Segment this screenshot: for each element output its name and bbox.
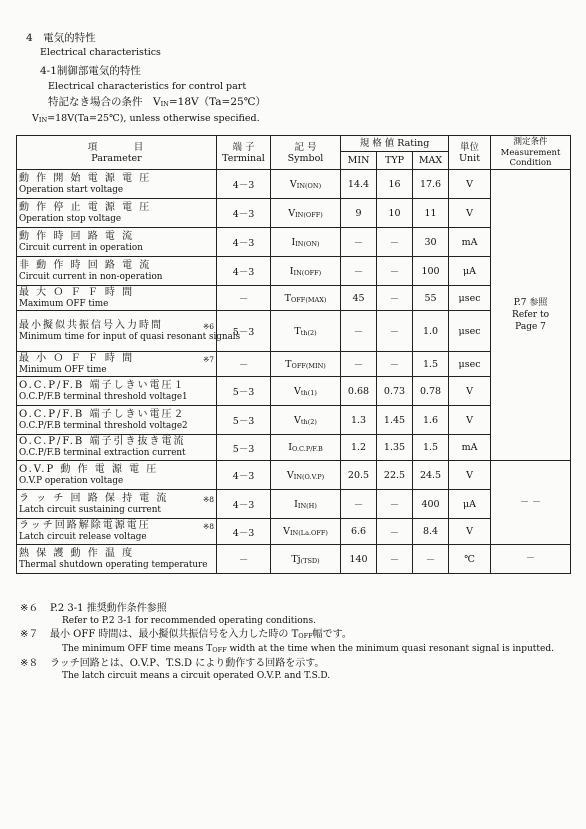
note-ref: ※8 [202, 494, 214, 504]
typ-cell: － [377, 311, 413, 352]
min-cell: － [341, 311, 377, 352]
parameter-jp: 動 作 開 始 電 源 電 圧 [19, 172, 152, 184]
parameter-en: Circuit current in non-operation [19, 271, 163, 282]
table-row [17, 311, 571, 352]
unit-cell: V [449, 461, 491, 490]
table-row [17, 352, 571, 377]
symbol-cell: TOFF(MIN) [271, 352, 341, 377]
parameter-cell [17, 406, 217, 435]
parameter-cell [17, 519, 217, 545]
parameter-jp: O.C.P/F.B 端子しきい電圧２ [19, 408, 186, 420]
typ-cell: － [377, 228, 413, 257]
terminal-cell: 5－3 [217, 311, 271, 352]
measurement-dash-cell: － [491, 545, 571, 574]
typ-cell: － [377, 257, 413, 286]
terminal-cell: 4－3 [217, 170, 271, 199]
min-cell: 20.5 [341, 461, 377, 490]
table-row [17, 490, 571, 519]
section-title-jp: 4 電気的特性 [26, 32, 96, 44]
terminal-cell: 5－3 [217, 406, 271, 435]
unit-cell: μsec [449, 286, 491, 311]
typ-cell: 16 [377, 170, 413, 199]
parameter-jp: O.C.P/F.B 端子しきい電圧１ [19, 379, 186, 391]
terminal-cell: 4－3 [217, 519, 271, 545]
parameter-jp: 最 小 Ｏ Ｆ Ｆ 時 間 ※7 [19, 352, 214, 364]
parameter-en: Operation start voltage [19, 184, 124, 195]
max-cell: － [413, 545, 449, 574]
parameter-jp: ラ ッ チ 回 路 保 持 電 流 ※8 [19, 492, 214, 504]
parameter-en: Maximum OFF time [19, 298, 109, 309]
parameter-en: Latch circuit release voltage [19, 532, 147, 542]
min-cell: 14.4 [341, 170, 377, 199]
table-row [17, 519, 571, 545]
note-8-jp: ※８ ラッチ回路とは、O.V.P、T.S.D により動作する回路を示す。 [20, 658, 325, 669]
typ-cell: 10 [377, 199, 413, 228]
symbol-cell: IIN(H) [271, 490, 341, 519]
header-typ: TYP [377, 152, 413, 170]
parameter-en: Operation stop voltage [19, 213, 122, 224]
typ-cell: 1.35 [377, 435, 413, 461]
symbol-cell: IO.C.P/F.B [271, 435, 341, 461]
subsection-title-jp: 4-1制御部電気的特性 [40, 65, 141, 77]
min-cell: 0.68 [341, 377, 377, 406]
terminal-cell: － [217, 545, 271, 574]
parameter-cell [17, 490, 217, 519]
note-8-en: The latch circuit means a circuit operated O.V.P. and T.S.D. [62, 671, 331, 681]
parameter-en: Minimum time for input of quasi resonant signals [19, 331, 241, 342]
header-measurement: 測定条件 Measurement Condition [491, 136, 571, 170]
terminal-cell: 5－3 [217, 435, 271, 461]
terminal-cell: 4－3 [217, 461, 271, 490]
subsection-title-en: Electrical characteristics for control part [48, 81, 247, 92]
max-cell: 11 [413, 199, 449, 228]
parameter-cell [17, 170, 217, 199]
parameter-cell [17, 286, 217, 311]
note-7-en: The minimum OFF time means TOFF width at the time when the minimum quasi resonant signal is inputted. [62, 644, 554, 654]
max-cell: 1.5 [413, 352, 449, 377]
table-row [17, 461, 571, 490]
electrical-characteristics-table [16, 135, 571, 574]
parameter-en: Latch circuit sustaining current [19, 504, 161, 515]
min-cell: 140 [341, 545, 377, 574]
symbol-cell: Vth(2) [271, 406, 341, 435]
parameter-cell [17, 435, 217, 461]
parameter-jp: 最 大 Ｏ Ｆ Ｆ 時 間 [19, 286, 135, 298]
parameter-en: Thermal shutdown operating temperature [19, 559, 208, 570]
unit-cell: μsec [449, 352, 491, 377]
symbol-cell: IIN(ON) [271, 228, 341, 257]
note-6-en: Refer to P.2 3-1 for recommended operating conditions. [62, 616, 316, 626]
parameter-jp: 動 作 停 止 電 源 電 圧 [19, 201, 152, 213]
terminal-cell: － [217, 286, 271, 311]
symbol-cell: IIN(OFF) [271, 257, 341, 286]
typ-cell: 1.45 [377, 406, 413, 435]
unit-cell: V [449, 377, 491, 406]
parameter-jp: 最小擬似共振信号入力時間 ※6 [19, 319, 214, 331]
symbol-cell: VIN(OFF) [271, 199, 341, 228]
note-ref: ※6 [202, 321, 214, 331]
table-row [17, 170, 571, 199]
symbol-cell: Tth(2) [271, 311, 341, 352]
typ-cell: － [377, 545, 413, 574]
header-min: MIN [341, 152, 377, 170]
unit-cell: mA [449, 435, 491, 461]
min-cell: 1.2 [341, 435, 377, 461]
terminal-cell: 5－3 [217, 377, 271, 406]
unit-cell: μA [449, 257, 491, 286]
header-symbol: 記 号 Symbol [271, 136, 341, 170]
typ-cell: － [377, 519, 413, 545]
table-row [17, 406, 571, 435]
min-cell: － [341, 228, 377, 257]
parameter-jp: ラッチ回路解除電源電圧 ※8 [19, 520, 214, 531]
max-cell: 400 [413, 490, 449, 519]
max-cell: 1.0 [413, 311, 449, 352]
unit-cell: mA [449, 228, 491, 257]
terminal-cell: 4－3 [217, 199, 271, 228]
terminal-cell: － [217, 352, 271, 377]
parameter-en: O.C.P/F.B terminal threshold voltage1 [19, 391, 188, 402]
parameter-jp: O.V.P 動 作 電 源 電 圧 [19, 463, 159, 475]
parameter-cell [17, 377, 217, 406]
notes-section [20, 602, 554, 683]
note-ref: ※7 [202, 354, 214, 364]
parameter-jp: 熱 保 護 動 作 温 度 [19, 547, 135, 559]
header-rating: 規 格 値 Rating [341, 136, 449, 152]
parameter-cell [17, 199, 217, 228]
measurement-dash-cell: － － [491, 461, 571, 545]
parameter-jp: 非 動 作 時 回 路 電 流 [19, 259, 152, 271]
symbol-cell: VIN(ON) [271, 170, 341, 199]
condition-en: VIN=18V(Ta=25℃), unless otherwise specified. [32, 113, 260, 124]
note-ref: ※8 [202, 522, 214, 531]
symbol-cell: VIN(O.V.P) [271, 461, 341, 490]
parameter-cell [17, 257, 217, 286]
table-row [17, 257, 571, 286]
table-row [17, 435, 571, 461]
unit-cell: V [449, 170, 491, 199]
parameter-en: O.V.P operation voltage [19, 475, 124, 486]
unit-cell: ℃ [449, 545, 491, 574]
typ-cell: － [377, 286, 413, 311]
min-cell: － [341, 490, 377, 519]
symbol-cell: VIN(La.OFF) [271, 519, 341, 545]
parameter-en: O.C.P/F.B terminal threshold voltage2 [19, 420, 188, 431]
table-row [17, 377, 571, 406]
min-cell: 6.6 [341, 519, 377, 545]
max-cell: 55 [413, 286, 449, 311]
table-row [17, 228, 571, 257]
min-cell: 1.3 [341, 406, 377, 435]
max-cell: 30 [413, 228, 449, 257]
parameter-cell [17, 311, 241, 352]
table-row [17, 545, 571, 574]
table-row [17, 199, 571, 228]
symbol-cell: TOFF(MAX) [271, 286, 341, 311]
parameter-jp: 動 作 時 回 路 電 流 [19, 230, 135, 242]
max-cell: 100 [413, 257, 449, 286]
parameter-cell [17, 352, 217, 377]
note-6-jp: ※６ P.2 3-1 推奨動作条件参照 [20, 603, 167, 614]
max-cell: 8.4 [413, 519, 449, 545]
table-row [17, 286, 571, 311]
min-cell: － [341, 352, 377, 377]
parameter-en: O.C.P/F.B terminal extraction current [19, 448, 186, 458]
terminal-cell: 4－3 [217, 228, 271, 257]
parameter-cell [17, 545, 217, 574]
parameter-en: Circuit current in operation [19, 242, 143, 253]
min-cell: 45 [341, 286, 377, 311]
min-cell: － [341, 257, 377, 286]
typ-cell: － [377, 490, 413, 519]
unit-cell: V [449, 406, 491, 435]
max-cell: 1.5 [413, 435, 449, 461]
unit-cell: μsec [449, 311, 491, 352]
terminal-cell: 4－3 [217, 490, 271, 519]
header-unit: 単位 Unit [449, 136, 491, 170]
header-max: MAX [413, 152, 449, 170]
symbol-cell: Tj(TSD) [271, 545, 341, 574]
header-terminal: 端 子 Terminal [217, 136, 271, 170]
min-cell: 9 [341, 199, 377, 228]
unit-cell: V [449, 199, 491, 228]
typ-cell: － [377, 352, 413, 377]
header-parameter: 項 目 Parameter [17, 136, 217, 170]
unit-cell: μA [449, 490, 491, 519]
max-cell: 0.78 [413, 377, 449, 406]
condition-jp: 特記なき場合の条件 VIN=18V（Ta=25℃） [48, 96, 266, 108]
terminal-cell: 4－3 [217, 257, 271, 286]
parameter-en: Minimum OFF time [19, 364, 107, 375]
max-cell: 17.6 [413, 170, 449, 199]
parameter-cell [17, 461, 217, 490]
symbol-cell: Vth(1) [271, 377, 341, 406]
unit-cell: V [449, 519, 491, 545]
note-7-jp: ※７ 最小 OFF 時間は、最小擬似共振信号を入力した時の TOFF幅です。 [20, 629, 352, 640]
parameter-jp: O.C.P/F.B 端子引き抜き電流 [19, 436, 186, 447]
max-cell: 24.5 [413, 461, 449, 490]
typ-cell: 22.5 [377, 461, 413, 490]
typ-cell: 0.73 [377, 377, 413, 406]
measurement-ref-cell: P.7 参照 Refer to Page 7 [491, 170, 571, 461]
parameter-cell [17, 228, 217, 257]
section-title-en: Electrical characteristics [40, 47, 161, 58]
max-cell: 1.6 [413, 406, 449, 435]
